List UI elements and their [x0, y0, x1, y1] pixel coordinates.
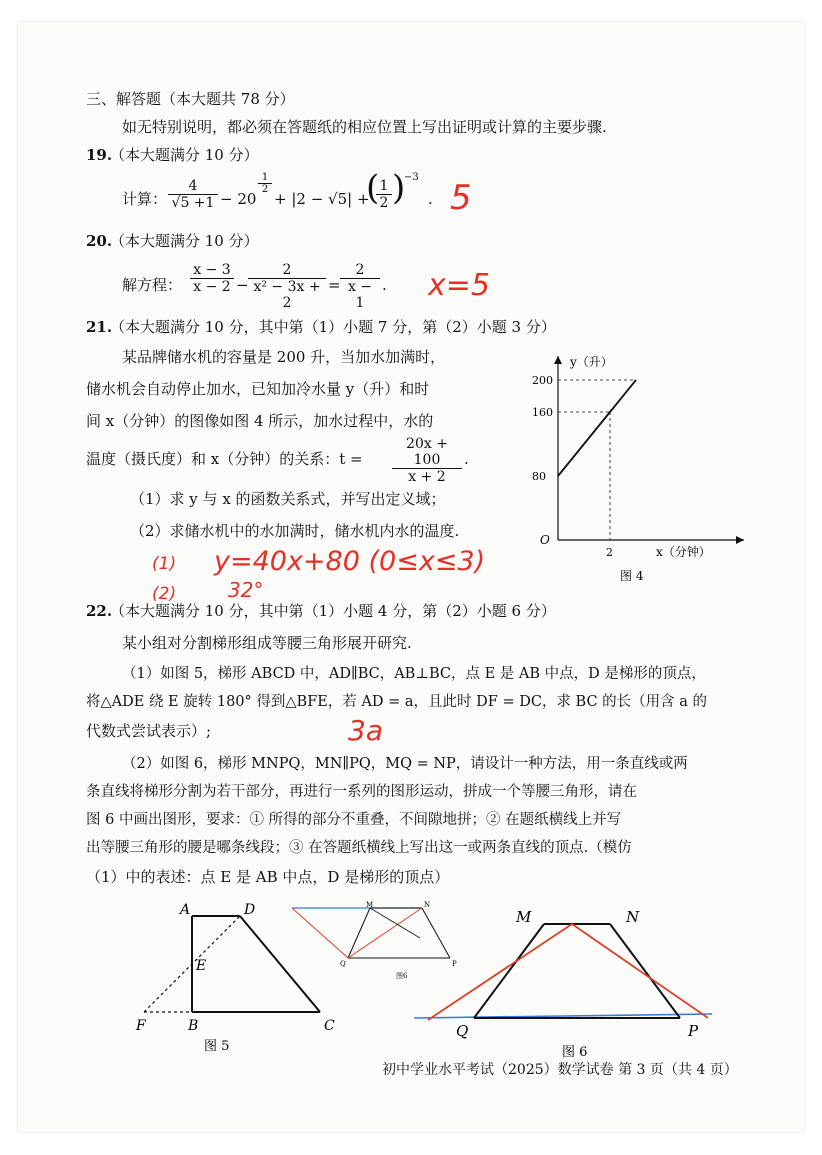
q19-half-den: 2 [379, 195, 389, 211]
exam-page [18, 22, 804, 1132]
fig6s-label-M: M [366, 901, 374, 909]
q22-number: 22. [86, 602, 113, 620]
q19-handwritten-answer: 5 [450, 178, 472, 218]
fig6-red-line-left [428, 924, 572, 1020]
fig6s-label-N: N [424, 901, 431, 909]
fig6-label-P: P [688, 1022, 699, 1040]
q21-sub2: （2）求储水机中的水加满时，储水机内水的温度. [130, 522, 460, 540]
fig6-edge-NP [610, 924, 680, 1018]
q19-term3: + |2 − √5| + [274, 190, 370, 208]
fig6-label-M: M [516, 908, 532, 926]
fig6-red-line-right [572, 924, 708, 1018]
q20-frac2 [248, 262, 326, 311]
q19-frac-den: √5 +1 [171, 195, 215, 211]
q21-line1: 某品牌储水机的容量是 200 升，当加水加满时， [122, 348, 446, 366]
q20-eq: = [328, 276, 341, 294]
q22-header: （本大题满分 10 分，其中第（1）小题 4 分，第（2）小题 6 分） [110, 602, 556, 620]
chart-origin-label: O [540, 533, 550, 547]
q21-hw1-answer: y=40x+80 (0≤x≤3) [214, 546, 486, 577]
q19-exp-den: 2 [261, 184, 269, 195]
fig5-label-D: D [244, 902, 256, 918]
q21-header: （本大题满分 10 分，其中第（1）小题 7 分，第（2）小题 3 分） [110, 318, 556, 336]
q19-prompt: 计算： [122, 190, 168, 208]
q21-t-fraction [392, 436, 462, 485]
q19-exp3: −3 [404, 172, 419, 183]
q20-f3-den: x − 1 [347, 279, 373, 311]
q20-f1-den: x − 2 [193, 279, 231, 295]
q20-f2-den: x² − 3x + 2 [253, 279, 321, 311]
q19-fraction [168, 178, 218, 211]
q21-t-end: . [464, 450, 469, 468]
q21-hw2-label: (2) [152, 584, 177, 604]
chart-xlabel: x（分钟） [656, 545, 711, 559]
chart-series-line [558, 380, 636, 476]
q21-line2: 储水机会自动停止加水，已知加冷水量 y（升）和时 [86, 380, 430, 398]
q22-p1-line3: 代数式尝试表示）; [86, 722, 212, 740]
chart-xtick-label-2: 2 [606, 546, 613, 559]
q22-p2-line3: 图 6 中画出图形，要求：① 所得的部分不重叠，不间隙地拼；② 在题纸横线上并写 [86, 812, 622, 828]
fig6-label-N: N [626, 908, 640, 926]
fig5-caption: 图 5 [204, 1039, 230, 1054]
fig6s-label-Q: Q [340, 960, 346, 968]
chart-ytick-label-80: 80 [532, 470, 546, 483]
q22-p2-line2: 条直线将梯形分割为若干部分，再进行一系列的图形运动，拼成一个等腰三角形，请在 [86, 784, 637, 800]
fig6s-caption: 图6 [396, 972, 408, 980]
page-footer: 初中学业水平考试（2025）数学试卷 第 3 页（共 4 页） [382, 1062, 738, 1078]
q21-t-num: 20x + 100 [392, 436, 462, 469]
fig5-label-C: C [324, 1018, 335, 1034]
q20-frac3 [340, 262, 380, 311]
chart-x-arrow [736, 536, 744, 544]
q19-header: （本大题满分 10 分） [110, 146, 259, 164]
q19-exp-num: 1 [258, 172, 272, 184]
fig6s-red-line-1 [292, 908, 348, 958]
fig6-label-Q: Q [456, 1022, 469, 1040]
q22-p1-line1: （1）如图 5，梯形 ABCD 中，AD∥BC，AB⊥BC，点 E 是 AB 中点，D 是梯形的顶点， [122, 666, 706, 682]
q20-prompt: 解方程： [122, 276, 183, 294]
q21-line4: 温度（摄氏度）和 x（分钟）的关系：t = [86, 450, 363, 468]
chart-ytick-label-160: 160 [532, 406, 553, 419]
chart-ytick-label-200: 200 [532, 374, 553, 387]
figure4-chart [508, 350, 748, 590]
q19-end: . [428, 190, 433, 208]
fig5-label-F: F [136, 1018, 146, 1034]
q20-f3-num: 2 [340, 262, 380, 279]
q21-t-den: x + 2 [408, 469, 446, 485]
q19-number: 19. [86, 146, 113, 164]
q22-handwritten-answer: 3a [348, 714, 383, 747]
fig5-label-B: B [188, 1018, 199, 1034]
q22-intro: 某小组对分割梯形组成等腰三角形展开研究. [122, 634, 412, 652]
q20-frac1 [190, 262, 234, 295]
q20-f2-num: 2 [248, 262, 326, 279]
q20-minus: − [236, 276, 249, 294]
q19-paren-left: ( [366, 168, 380, 208]
fig5-label-A: A [180, 902, 191, 918]
fig6-caption: 图 6 [562, 1045, 588, 1060]
fig5-label-E: E [196, 958, 207, 974]
chart-ylabel: y（升） [570, 355, 613, 369]
q19-frac-num: 4 [168, 178, 218, 195]
q21-hw1-label: (1) [152, 554, 177, 574]
q22-p2-line5: （1）中的表述：点 E 是 AB 中点，D 是梯形的顶点） [86, 868, 450, 886]
q20-f1-num: x − 3 [190, 262, 234, 279]
fig6s-label-P: P [452, 960, 457, 968]
q21-line3: 间 x（分钟）的图像如图 4 所示，加水过程中，水的 [86, 412, 434, 430]
q19-exponent [258, 172, 272, 195]
fig6-edge-MQ [474, 924, 544, 1018]
q22-p2-line1: （2）如图 6，梯形 MNPQ，MN∥PQ，MQ = NP，请设计一种方法，用一条直线或两 [122, 756, 688, 772]
section-title: 三、解答题（本大题共 78 分） [86, 90, 295, 108]
chart-y-arrow [554, 356, 562, 364]
q22-p1-line2: 将△ADE 绕 E 旋转 180° 得到△BFE，若 AD = a，且此时 DF = DC，求 BC 的长（用含 a 的 [86, 694, 708, 710]
q19-paren-right: ) [392, 168, 406, 208]
q20-handwritten-answer: x=5 [428, 268, 490, 303]
q20-header: （本大题满分 10 分） [110, 232, 259, 250]
chart-caption: 图 4 [620, 569, 644, 583]
q20-number: 20. [86, 232, 113, 250]
q19-term2: − 20 [220, 190, 257, 208]
q19-half [376, 178, 392, 211]
q20-end: . [382, 276, 387, 294]
q21-hw2-answer: 32° [228, 578, 264, 602]
figure6 [412, 906, 722, 1066]
q21-sub1: （1）求 y 与 x 的函数关系式，并写出定义域； [130, 490, 446, 508]
section-instruction: 如无特别说明，都必须在答题纸的相应位置上写出证明或计算的主要步骤. [122, 118, 607, 136]
q21-number: 21. [86, 318, 113, 336]
q22-p2-line4: 出等腰三角形的腰是哪条线段；③ 在答题纸横线上写出这一或两条直线的顶点.（模仿 [86, 840, 632, 856]
q19-half-num: 1 [376, 178, 392, 195]
